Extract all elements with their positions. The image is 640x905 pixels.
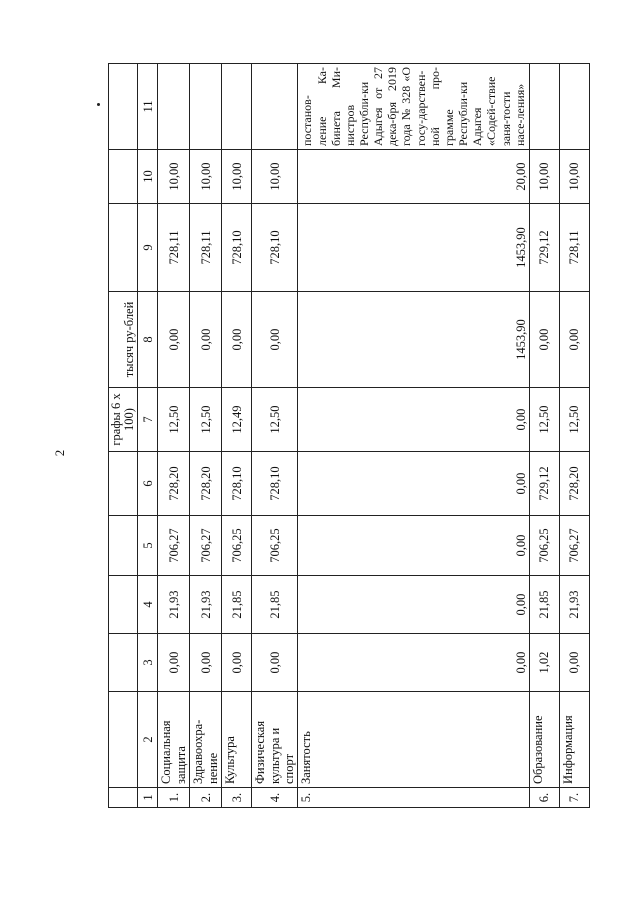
cell-c10: 10,00 [222, 150, 252, 204]
page-number: 2 [52, 449, 67, 457]
cell-c11 [252, 64, 298, 150]
cell-c11 [559, 64, 589, 150]
cell-c4: 21,93 [190, 576, 222, 634]
row-name: Занятость [298, 692, 530, 788]
table-row [190, 64, 222, 808]
data-table [108, 63, 590, 808]
cell-c10: 10,00 [559, 150, 589, 204]
cell-c9: 728,10 [252, 204, 298, 292]
row-number: 5. [298, 788, 530, 808]
cell-c11 [190, 64, 222, 150]
row-number: 1. [158, 788, 190, 808]
cell-c11 [529, 64, 559, 150]
cell-c3: 0,00 [252, 634, 298, 692]
col-number: 1 [138, 788, 158, 808]
cell-c9: 729,12 [529, 204, 559, 292]
col-number: 10 [138, 150, 158, 204]
cell-c4: 0,00 [298, 576, 530, 634]
cell-c8: 0,00 [529, 292, 559, 388]
cell-c8: 1453,90 [298, 292, 530, 388]
table-row [559, 64, 589, 808]
col-number: 2 [138, 692, 158, 788]
table-row [298, 64, 530, 808]
cell-c10: 10,00 [252, 150, 298, 204]
row-number: 6. [529, 788, 559, 808]
cell-c10: 10,00 [190, 150, 222, 204]
row-name: Образование [529, 692, 559, 788]
col-number: 6 [138, 452, 158, 516]
cell-c6: 728,20 [190, 452, 222, 516]
row-name: Социальная защита [158, 692, 190, 788]
cell-c5: 706,25 [529, 516, 559, 576]
header-note-col7: графы 6 х 100) [109, 388, 138, 452]
cell-c4: 21,93 [559, 576, 589, 634]
rotated-table [108, 64, 582, 808]
cell-c4: 21,85 [252, 576, 298, 634]
cell-c11: постанов-ление Ка-бинета Ми-нистров Республи-ки Адыгея от 27 дека-бря 2019 года № 328 «О госу-дарствен-ной про-грамме Республи-ки Адыгея «Содей-ствие заня-тости насе-ления» [298, 64, 530, 150]
cell-c7: 12,50 [252, 388, 298, 452]
col-number: 3 [138, 634, 158, 692]
cell-c7: 12,50 [158, 388, 190, 452]
cell-c6: 729,12 [529, 452, 559, 516]
cell-c9: 728,11 [158, 204, 190, 292]
cell-c8: 0,00 [559, 292, 589, 388]
cell-c5: 706,27 [190, 516, 222, 576]
cell-c3: 1,02 [529, 634, 559, 692]
table-row [158, 64, 190, 808]
row-number: 2. [190, 788, 222, 808]
cell-c4: 21,85 [222, 576, 252, 634]
cell-c3: 0,00 [298, 634, 530, 692]
col-number: 5 [138, 516, 158, 576]
cell-c5: 706,25 [222, 516, 252, 576]
cell-c11 [158, 64, 190, 150]
stray-dot [97, 103, 100, 106]
row-number: 3. [222, 788, 252, 808]
cell-c5: 706,27 [158, 516, 190, 576]
row-name: Информация [559, 692, 589, 788]
col-number: 8 [138, 292, 158, 388]
cell-c10: 10,00 [529, 150, 559, 204]
cell-c10: 20,00 [298, 150, 530, 204]
cell-c11 [222, 64, 252, 150]
cell-c6: 728,20 [158, 452, 190, 516]
cell-c3: 0,00 [190, 634, 222, 692]
cell-c7: 0,00 [298, 388, 530, 452]
cell-c6: 728,10 [222, 452, 252, 516]
cell-c5: 706,25 [252, 516, 298, 576]
cell-c9: 1453,90 [298, 204, 530, 292]
col-number: 9 [138, 204, 158, 292]
row-name: Культура [222, 692, 252, 788]
row-number: 4. [252, 788, 298, 808]
row-name: Физическая культура и спорт [252, 692, 298, 788]
col-number: 7 [138, 388, 158, 452]
cell-c8: 0,00 [252, 292, 298, 388]
row-name: Здравоохра-нение [190, 692, 222, 788]
cell-c3: 0,00 [158, 634, 190, 692]
table-row [252, 64, 298, 808]
cell-c4: 21,85 [529, 576, 559, 634]
table-row [222, 64, 252, 808]
cell-c9: 728,11 [559, 204, 589, 292]
cell-c8: 0,00 [158, 292, 190, 388]
table-row [529, 64, 559, 808]
row-number: 7. [559, 788, 589, 808]
col-number: 4 [138, 576, 158, 634]
cell-c7: 12,50 [190, 388, 222, 452]
cell-c4: 21,93 [158, 576, 190, 634]
col-number: 11 [138, 64, 158, 150]
header-note-col8: тысяч ру-блей [109, 292, 138, 388]
cell-c5: 0,00 [298, 516, 530, 576]
cell-c7: 12,50 [529, 388, 559, 452]
cell-c6: 728,10 [252, 452, 298, 516]
cell-c3: 0,00 [559, 634, 589, 692]
cell-c8: 0,00 [190, 292, 222, 388]
cell-c8: 0,00 [222, 292, 252, 388]
cell-c7: 12,50 [559, 388, 589, 452]
cell-c10: 10,00 [158, 150, 190, 204]
cell-c3: 0,00 [222, 634, 252, 692]
header-notes-row [109, 64, 138, 808]
cell-c6: 728,20 [559, 452, 589, 516]
cell-c9: 728,10 [222, 204, 252, 292]
column-numbers-row [138, 64, 158, 808]
cell-c5: 706,27 [559, 516, 589, 576]
cell-c7: 12,49 [222, 388, 252, 452]
cell-c6: 0,00 [298, 452, 530, 516]
cell-c9: 728,11 [190, 204, 222, 292]
